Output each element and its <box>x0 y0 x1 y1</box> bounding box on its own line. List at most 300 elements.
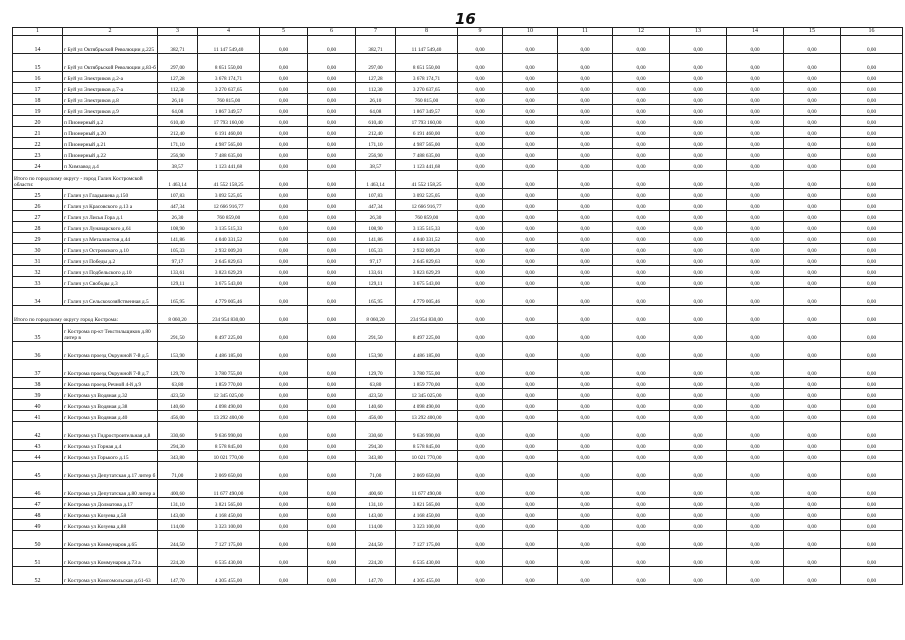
value-cell: 0,00 <box>613 277 670 288</box>
row-number-cell: 32 <box>13 266 63 277</box>
value-cell: 0,00 <box>558 549 613 567</box>
value-cell: 0,00 <box>503 480 558 498</box>
table-row <box>13 255 903 266</box>
value-cell: 0,00 <box>670 567 727 585</box>
value-cell: 0,00 <box>670 105 727 116</box>
table-row <box>13 54 903 72</box>
header-cell: 5 <box>260 28 308 36</box>
value-cell: 0,00 <box>613 233 670 244</box>
table-row <box>13 72 903 83</box>
table-body <box>13 36 903 585</box>
value-cell: 1 463,14 <box>158 171 198 189</box>
table-row <box>13 138 903 149</box>
value-cell: 0,00 <box>670 36 727 54</box>
value-cell: 0,00 <box>260 520 308 531</box>
value-cell: 3 678 174,71 <box>396 72 458 83</box>
value-cell: 0,00 <box>308 422 356 440</box>
value-cell: 13 292 400,00 <box>198 411 260 422</box>
value-cell: 0,00 <box>841 509 903 520</box>
address-cell: г Кострома ул Коммунаров д.73 а <box>63 549 158 567</box>
value-cell: 0,00 <box>784 306 841 324</box>
value-cell: 0,00 <box>308 389 356 400</box>
value-cell: 0,00 <box>670 422 727 440</box>
value-cell: 0,00 <box>260 94 308 105</box>
address-cell: г Буй ул Электриков д.9 <box>63 105 158 116</box>
value-cell: 0,00 <box>727 411 784 422</box>
value-cell: 1 867 349,57 <box>396 105 458 116</box>
value-cell: 0,00 <box>727 400 784 411</box>
address-cell: г Галич ул Победы д.2 <box>63 255 158 266</box>
value-cell: 0,00 <box>260 462 308 480</box>
value-cell: 107,83 <box>158 189 198 200</box>
value-cell: 0,00 <box>558 480 613 498</box>
value-cell: 0,00 <box>841 72 903 83</box>
value-cell: 0,00 <box>503 36 558 54</box>
table-row <box>13 116 903 127</box>
value-cell: 3 675 543,00 <box>198 277 260 288</box>
value-cell: 610,40 <box>158 116 198 127</box>
value-cell: 0,00 <box>784 462 841 480</box>
value-cell: 0,00 <box>558 138 613 149</box>
value-cell: 0,00 <box>308 306 356 324</box>
value-cell: 0,00 <box>670 440 727 451</box>
header-cell: 3 <box>158 28 198 36</box>
value-cell: 0,00 <box>260 116 308 127</box>
value-cell: 0,00 <box>841 360 903 378</box>
value-cell: 0,00 <box>503 531 558 549</box>
value-cell: 12 345 025,00 <box>396 389 458 400</box>
value-cell: 0,00 <box>613 171 670 189</box>
value-cell: 3 821 565,00 <box>198 498 260 509</box>
value-cell: 8 578 845,00 <box>198 440 260 451</box>
address-cell: г Буй ул Электриков д.7-а <box>63 83 158 94</box>
value-cell: 0,00 <box>670 244 727 255</box>
value-cell: 6 535 430,00 <box>198 549 260 567</box>
value-cell: 0,00 <box>558 83 613 94</box>
value-cell: 4 168 450,00 <box>396 509 458 520</box>
value-cell: 0,00 <box>458 233 503 244</box>
value-cell: 256,90 <box>356 149 396 160</box>
value-cell: 0,00 <box>503 306 558 324</box>
value-cell: 0,00 <box>727 160 784 171</box>
table-row <box>13 200 903 211</box>
header-cell: 10 <box>503 28 558 36</box>
address-cell: г Кострома ул Козуева д.88 <box>63 520 158 531</box>
value-cell: 153,90 <box>356 342 396 360</box>
value-cell: 0,00 <box>308 288 356 306</box>
value-cell: 0,00 <box>613 451 670 462</box>
value-cell: 0,00 <box>841 531 903 549</box>
value-cell: 3 823 629,29 <box>396 266 458 277</box>
value-cell: 13 292 400,00 <box>396 411 458 422</box>
value-cell: 3 092 525,05 <box>198 189 260 200</box>
value-cell: 423,50 <box>158 389 198 400</box>
value-cell: 760 815,00 <box>198 94 260 105</box>
value-cell: 0,00 <box>503 509 558 520</box>
table-row <box>13 83 903 94</box>
value-cell: 38,57 <box>158 160 198 171</box>
value-cell: 0,00 <box>727 116 784 127</box>
value-cell: 0,00 <box>458 277 503 288</box>
value-cell: 0,00 <box>308 509 356 520</box>
value-cell: 0,00 <box>727 451 784 462</box>
value-cell: 165,95 <box>356 288 396 306</box>
value-cell: 0,00 <box>558 266 613 277</box>
value-cell: 7 127 175,00 <box>198 531 260 549</box>
value-cell: 0,00 <box>558 255 613 266</box>
row-number-cell: 33 <box>13 277 63 288</box>
row-number-cell: 34 <box>13 288 63 306</box>
value-cell: 0,00 <box>613 306 670 324</box>
value-cell: 0,00 <box>260 451 308 462</box>
value-cell: 343,80 <box>356 451 396 462</box>
value-cell: 7 127 175,00 <box>396 531 458 549</box>
value-cell: 0,00 <box>308 211 356 222</box>
table-row <box>13 244 903 255</box>
value-cell: 0,00 <box>458 378 503 389</box>
value-cell: 71,00 <box>356 462 396 480</box>
value-cell: 0,00 <box>784 127 841 138</box>
value-cell: 11 147 549,40 <box>198 36 260 54</box>
value-cell: 0,00 <box>670 171 727 189</box>
value-cell: 244,50 <box>356 531 396 549</box>
value-cell: 0,00 <box>784 233 841 244</box>
value-cell: 0,00 <box>784 400 841 411</box>
value-cell: 0,00 <box>727 255 784 266</box>
value-cell: 0,00 <box>613 200 670 211</box>
address-cell: г Галич ул Луначарского д.61 <box>63 222 158 233</box>
row-number-cell: 39 <box>13 389 63 400</box>
row-number-cell: 40 <box>13 400 63 411</box>
value-cell: 133,61 <box>158 266 198 277</box>
value-cell: 108,90 <box>158 222 198 233</box>
row-number-cell: 15 <box>13 54 63 72</box>
value-cell: 38,57 <box>356 160 396 171</box>
value-cell: 8 651 550,00 <box>396 54 458 72</box>
value-cell: 0,00 <box>260 160 308 171</box>
value-cell: 0,00 <box>308 451 356 462</box>
value-cell: 0,00 <box>670 480 727 498</box>
value-cell: 0,00 <box>503 222 558 233</box>
value-cell: 64,08 <box>356 105 396 116</box>
value-cell: 0,00 <box>308 277 356 288</box>
value-cell: 3 323 100,00 <box>396 520 458 531</box>
value-cell: 108,90 <box>356 222 396 233</box>
value-cell: 0,00 <box>670 72 727 83</box>
header-row <box>13 28 903 36</box>
value-cell: 0,00 <box>260 549 308 567</box>
value-cell: 0,00 <box>308 360 356 378</box>
value-cell: 0,00 <box>841 411 903 422</box>
value-cell: 0,00 <box>841 149 903 160</box>
row-number-cell: 17 <box>13 83 63 94</box>
value-cell: 0,00 <box>558 389 613 400</box>
value-cell: 0,00 <box>308 72 356 83</box>
value-cell: 0,00 <box>458 171 503 189</box>
value-cell: 0,00 <box>613 127 670 138</box>
value-cell: 0,00 <box>558 94 613 105</box>
header-cell: 7 <box>356 28 396 36</box>
row-number-cell: 35 <box>13 324 63 342</box>
value-cell: 0,00 <box>727 422 784 440</box>
value-cell: 0,00 <box>503 360 558 378</box>
value-cell: 0,00 <box>784 222 841 233</box>
value-cell: 4 987 565,00 <box>198 138 260 149</box>
value-cell: 0,00 <box>503 451 558 462</box>
table-row <box>13 378 903 389</box>
value-cell: 0,00 <box>841 116 903 127</box>
table-row <box>13 277 903 288</box>
value-cell: 11 677 490,00 <box>198 480 260 498</box>
value-cell: 0,00 <box>503 255 558 266</box>
value-cell: 0,00 <box>260 277 308 288</box>
value-cell: 0,00 <box>503 138 558 149</box>
value-cell: 3 092 525,05 <box>396 189 458 200</box>
value-cell: 0,00 <box>841 138 903 149</box>
value-cell: 147,70 <box>158 567 198 585</box>
value-cell: 0,00 <box>784 389 841 400</box>
address-cell: г Буй ул Электриков д.2-а <box>63 72 158 83</box>
row-number-cell: 38 <box>13 378 63 389</box>
header-cell: 11 <box>558 28 613 36</box>
value-cell: 0,00 <box>558 422 613 440</box>
value-cell: 0,00 <box>841 549 903 567</box>
value-cell: 0,00 <box>841 233 903 244</box>
value-cell: 0,00 <box>784 277 841 288</box>
value-cell: 0,00 <box>308 255 356 266</box>
value-cell: 0,00 <box>613 389 670 400</box>
value-cell: 0,00 <box>670 211 727 222</box>
value-cell: 0,00 <box>308 116 356 127</box>
value-cell: 0,00 <box>841 160 903 171</box>
value-cell: 0,00 <box>558 324 613 342</box>
value-cell: 0,00 <box>670 233 727 244</box>
value-cell: 0,00 <box>260 266 308 277</box>
value-cell: 0,00 <box>613 411 670 422</box>
value-cell: 0,00 <box>503 127 558 138</box>
value-cell: 0,00 <box>784 451 841 462</box>
value-cell: 760 859,00 <box>396 211 458 222</box>
address-cell: Итого по городскому округу - город Галич Костромской области: <box>13 171 158 189</box>
value-cell: 0,00 <box>784 342 841 360</box>
row-number-cell: 28 <box>13 222 63 233</box>
value-cell: 0,00 <box>670 531 727 549</box>
value-cell: 0,00 <box>841 451 903 462</box>
value-cell: 0,00 <box>503 342 558 360</box>
value-cell: 0,00 <box>558 222 613 233</box>
value-cell: 0,00 <box>727 222 784 233</box>
value-cell: 0,00 <box>308 378 356 389</box>
value-cell: 0,00 <box>308 83 356 94</box>
value-cell: 0,00 <box>841 389 903 400</box>
value-cell: 26,30 <box>356 211 396 222</box>
table-row <box>13 531 903 549</box>
value-cell: 0,00 <box>613 288 670 306</box>
value-cell: 0,00 <box>613 360 670 378</box>
value-cell: 0,00 <box>727 105 784 116</box>
value-cell: 0,00 <box>613 138 670 149</box>
value-cell: 0,00 <box>260 255 308 266</box>
value-cell: 0,00 <box>784 94 841 105</box>
value-cell: 10 021 770,00 <box>396 451 458 462</box>
table-row <box>13 149 903 160</box>
value-cell: 0,00 <box>727 277 784 288</box>
value-cell: 0,00 <box>613 83 670 94</box>
value-cell: 0,00 <box>308 244 356 255</box>
value-cell: 0,00 <box>841 105 903 116</box>
value-cell: 0,00 <box>613 222 670 233</box>
value-cell: 2 932 009,20 <box>396 244 458 255</box>
table-row <box>13 324 903 342</box>
page-number: 16 <box>455 10 476 28</box>
row-number-cell: 16 <box>13 72 63 83</box>
value-cell: 4 098 490,00 <box>198 400 260 411</box>
value-cell: 11 677 490,00 <box>396 480 458 498</box>
value-cell: 0,00 <box>784 324 841 342</box>
value-cell: 0,00 <box>727 266 784 277</box>
value-cell: 0,00 <box>558 378 613 389</box>
row-number-cell: 21 <box>13 127 63 138</box>
value-cell: 0,00 <box>841 498 903 509</box>
value-cell: 0,00 <box>841 324 903 342</box>
value-cell: 0,00 <box>458 389 503 400</box>
address-cell: п Химзавод д.4 <box>63 160 158 171</box>
value-cell: 0,00 <box>784 266 841 277</box>
value-cell: 0,00 <box>260 306 308 324</box>
value-cell: 0,00 <box>503 400 558 411</box>
value-cell: 0,00 <box>670 451 727 462</box>
table-row <box>13 105 903 116</box>
value-cell: 0,00 <box>558 531 613 549</box>
value-cell: 1 859 770,00 <box>396 378 458 389</box>
value-cell: 0,00 <box>784 498 841 509</box>
value-cell: 0,00 <box>503 149 558 160</box>
header-cell: 9 <box>458 28 503 36</box>
value-cell: 0,00 <box>670 255 727 266</box>
value-cell: 0,00 <box>784 520 841 531</box>
value-cell: 0,00 <box>558 171 613 189</box>
value-cell: 0,00 <box>503 189 558 200</box>
value-cell: 0,00 <box>458 451 503 462</box>
value-cell: 0,00 <box>308 105 356 116</box>
value-cell: 0,00 <box>260 138 308 149</box>
value-cell: 147,70 <box>356 567 396 585</box>
value-cell: 6 535 430,00 <box>396 549 458 567</box>
value-cell: 0,00 <box>613 549 670 567</box>
value-cell: 0,00 <box>458 342 503 360</box>
value-cell: 0,00 <box>458 462 503 480</box>
value-cell: 0,00 <box>260 54 308 72</box>
value-cell: 0,00 <box>558 498 613 509</box>
value-cell: 0,00 <box>784 105 841 116</box>
table-row <box>13 440 903 451</box>
value-cell: 0,00 <box>613 36 670 54</box>
table-row <box>13 462 903 480</box>
value-cell: 423,50 <box>356 389 396 400</box>
value-cell: 0,00 <box>308 189 356 200</box>
address-cell: п Пионерный д.20 <box>63 127 158 138</box>
value-cell: 0,00 <box>727 36 784 54</box>
value-cell: 0,00 <box>784 189 841 200</box>
value-cell: 0,00 <box>613 400 670 411</box>
address-cell: г Кострома ул Водяная д.32 <box>63 389 158 400</box>
value-cell: 0,00 <box>784 244 841 255</box>
value-cell: 143,00 <box>158 509 198 520</box>
header-cell: 2 <box>63 28 158 36</box>
value-cell: 0,00 <box>727 440 784 451</box>
value-cell: 0,00 <box>503 83 558 94</box>
value-cell: 447,34 <box>356 200 396 211</box>
row-number-cell: 30 <box>13 244 63 255</box>
value-cell: 0,00 <box>727 233 784 244</box>
value-cell: 0,00 <box>458 127 503 138</box>
table-row <box>13 480 903 498</box>
value-cell: 0,00 <box>458 567 503 585</box>
value-cell: 0,00 <box>458 211 503 222</box>
value-cell: 294,30 <box>158 440 198 451</box>
value-cell: 0,00 <box>727 189 784 200</box>
value-cell: 3 675 543,00 <box>396 277 458 288</box>
value-cell: 0,00 <box>308 400 356 411</box>
value-cell: 0,00 <box>260 222 308 233</box>
value-cell: 0,00 <box>841 422 903 440</box>
value-cell: 0,00 <box>670 324 727 342</box>
value-cell: 0,00 <box>670 116 727 127</box>
value-cell: 0,00 <box>670 509 727 520</box>
value-cell: 0,00 <box>613 342 670 360</box>
value-cell: 0,00 <box>841 171 903 189</box>
table-row <box>13 509 903 520</box>
value-cell: 0,00 <box>503 378 558 389</box>
value-cell: 0,00 <box>260 440 308 451</box>
value-cell: 0,00 <box>260 211 308 222</box>
table-row <box>13 233 903 244</box>
value-cell: 0,00 <box>558 54 613 72</box>
value-cell: 0,00 <box>308 94 356 105</box>
value-cell: 0,00 <box>260 72 308 83</box>
value-cell: 0,00 <box>558 116 613 127</box>
value-cell: 0,00 <box>841 83 903 94</box>
value-cell: 212,40 <box>356 127 396 138</box>
value-cell: 0,00 <box>458 400 503 411</box>
value-cell: 3 678 174,71 <box>198 72 260 83</box>
value-cell: 0,00 <box>558 244 613 255</box>
value-cell: 256,90 <box>158 149 198 160</box>
value-cell: 0,00 <box>613 531 670 549</box>
value-cell: 0,00 <box>670 498 727 509</box>
value-cell: 0,00 <box>727 389 784 400</box>
value-cell: 0,00 <box>458 531 503 549</box>
value-cell: 141,86 <box>158 233 198 244</box>
value-cell: 0,00 <box>784 72 841 83</box>
address-cell: г Галич ул Подбельского д.10 <box>63 266 158 277</box>
row-number-cell: 37 <box>13 360 63 378</box>
row-number-cell: 41 <box>13 411 63 422</box>
value-cell: 0,00 <box>260 233 308 244</box>
value-cell: 0,00 <box>260 411 308 422</box>
value-cell: 4 040 331,52 <box>396 233 458 244</box>
row-number-cell: 20 <box>13 116 63 127</box>
value-cell: 140,60 <box>158 400 198 411</box>
value-cell: 0,00 <box>613 255 670 266</box>
value-cell: 0,00 <box>503 277 558 288</box>
value-cell: 0,00 <box>458 222 503 233</box>
address-cell: г Галич ул Гладышева д.150 <box>63 189 158 200</box>
value-cell: 0,00 <box>784 509 841 520</box>
value-cell: 0,00 <box>503 498 558 509</box>
value-cell: 0,00 <box>458 138 503 149</box>
address-cell: г Кострома проезд Речной 4-й д.9 <box>63 378 158 389</box>
